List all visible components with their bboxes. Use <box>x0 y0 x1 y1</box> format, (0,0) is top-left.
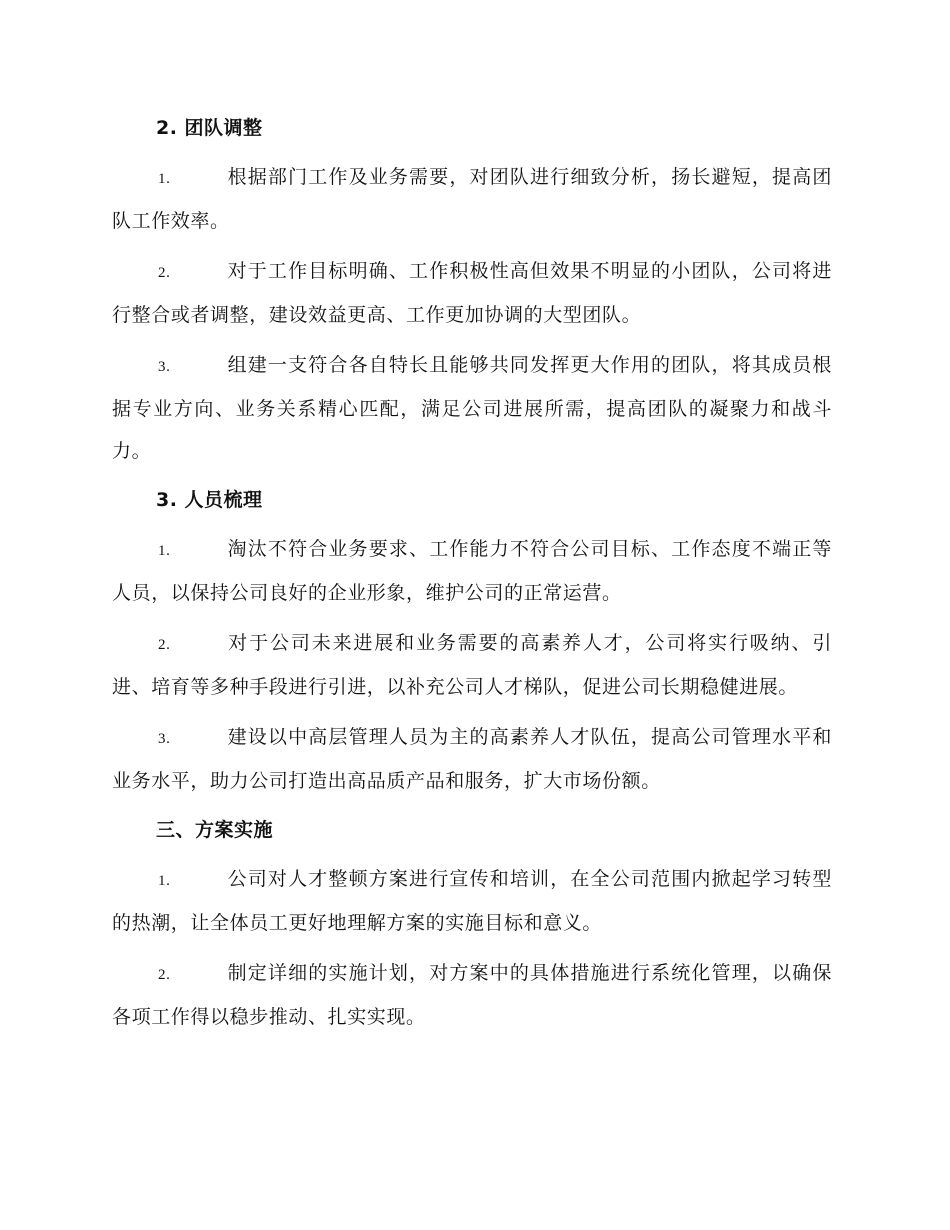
item-number: 2. <box>158 967 171 983</box>
section-staff-review <box>112 480 832 802</box>
section-heading: 3. 人员梳理 <box>156 489 263 511</box>
section-team-adjustment <box>112 108 832 472</box>
item-text: 淘汰不符合业务要求、工作能力不符合公司目标、工作态度不端正等人员，以保持公司良好的企业形象，维护公司的正常运营。 <box>112 538 832 604</box>
item-number: 1. <box>158 543 171 559</box>
section-plan-implementation <box>112 810 832 1038</box>
item-text: 组建一支符合各自特长且能够共同发挥更大作用的团队，将其成员根据专业方向、业务关系精心匹配，满足公司进展所需，提高团队的凝聚力和战斗力。 <box>112 354 832 462</box>
list-item <box>112 716 832 802</box>
item-text: 制定详细的实施计划，对方案中的具体措施进行系统化管理，以确保各项工作得以稳步推动、扎实实现。 <box>112 962 832 1028</box>
section-heading: 三、方案实施 <box>156 819 274 841</box>
item-text: 对于工作目标明确、工作积极性高但效果不明显的小团队，公司将进行整合或者调整，建设效益更高、工作更加协调的大型团队。 <box>112 260 832 326</box>
item-text: 建设以中高层管理人员为主的高素养人才队伍，提高公司管理水平和业务水平，助力公司打造出高品质产品和服务，扩大市场份额。 <box>112 726 832 792</box>
item-text: 根据部门工作及业务需要，对团队进行细致分析，扬长避短，提高团队工作效率。 <box>112 166 832 232</box>
list-item <box>112 344 832 472</box>
item-number: 1. <box>158 873 171 889</box>
list-item <box>112 952 832 1038</box>
section-heading: 2. 团队调整 <box>156 117 263 139</box>
item-number: 3. <box>158 359 171 375</box>
item-number: 3. <box>158 731 171 747</box>
item-number: 1. <box>158 171 171 187</box>
list-item <box>112 528 832 614</box>
item-text: 对于公司未来进展和业务需要的高素养人才，公司将实行吸纳、引进、培育等多种手段进行引进，以补充公司人才梯队，促进公司长期稳健进展。 <box>112 632 832 698</box>
list-item <box>112 250 832 336</box>
item-number: 2. <box>158 265 171 281</box>
list-item <box>112 622 832 708</box>
list-item <box>112 858 832 944</box>
document-body <box>112 108 832 1046</box>
item-number: 2. <box>158 637 171 653</box>
list-item <box>112 156 832 242</box>
item-text: 公司对人才整顿方案进行宣传和培训，在全公司范围内掀起学习转型的热潮，让全体员工更好地理解方案的实施目标和意义。 <box>112 868 832 934</box>
